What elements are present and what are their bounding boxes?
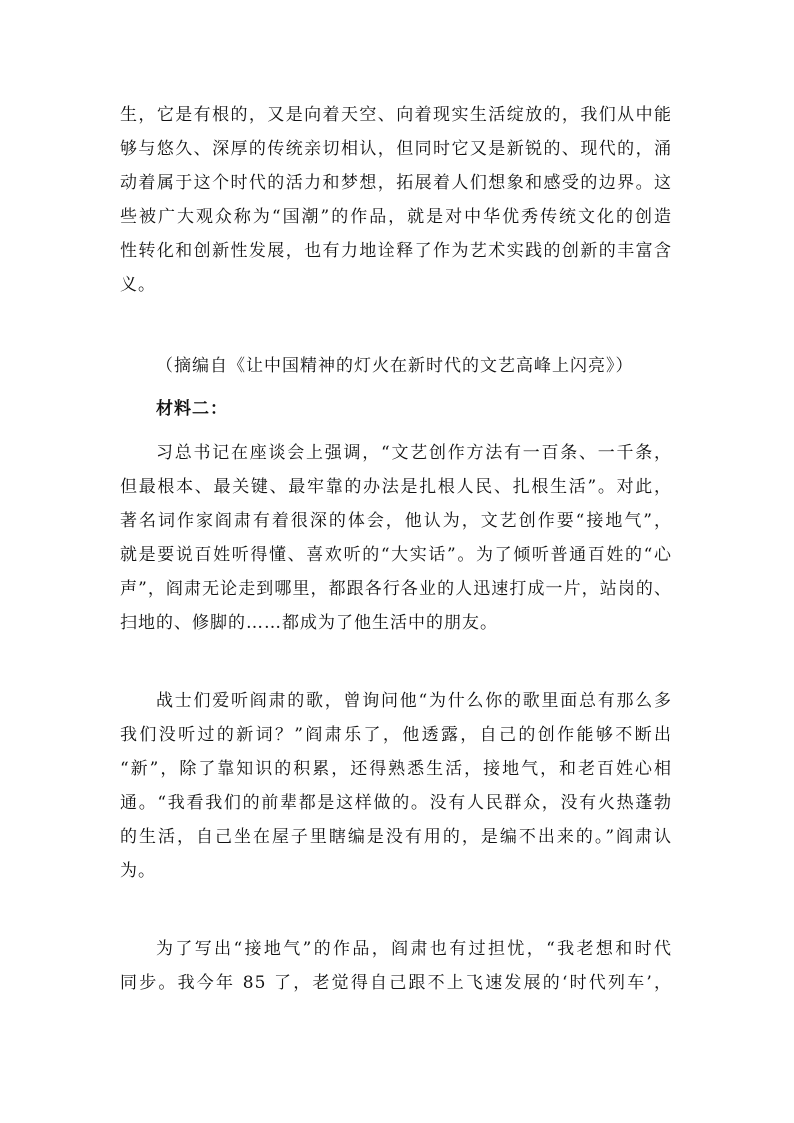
paragraph-line: 生，它是有根的，又是向着天空、向着现实生活绽放的，我们从中能 bbox=[120, 105, 672, 125]
section-heading-block bbox=[120, 392, 672, 426]
paragraph-line: 著名词作家阎肃有着很深的体会，他认为，文艺创作要“接地气”， bbox=[120, 511, 672, 531]
paragraph-1 bbox=[120, 98, 672, 302]
paragraph-line: 够与悠久、深厚的传统亲切相认，但同时它又是新锐的、现代的，涌 bbox=[120, 139, 672, 159]
paragraph-line: 的生活，自己坐在屋子里瞎编是没有用的，是编不出来的。”阎肃认 bbox=[120, 827, 672, 847]
paragraph-line: 为了写出“接地气”的作品，阎肃也有过担忧，“我老想和时代 bbox=[156, 939, 672, 959]
paragraph-line: 扫地的、修脚的……都成为了他生活中的朋友。 bbox=[120, 613, 498, 633]
paragraph-line: 习总书记在座谈会上强调，“文艺创作方法有一百条、一千条， bbox=[156, 443, 672, 463]
paragraph-3 bbox=[120, 684, 672, 888]
paragraph-line: 同步。我今年 85 了，老觉得自己跟不上飞速发展的‘时代列车’， bbox=[120, 973, 672, 993]
paragraph-4 bbox=[120, 932, 672, 1000]
paragraph-line: 但最根本、最关键、最牢靠的办法是扎根人民、扎根生活”。对此， bbox=[120, 477, 672, 497]
paragraph-line: 动着属于这个时代的活力和梦想，拓展着人们想象和感受的边界。这 bbox=[120, 173, 672, 193]
paragraph-line: 战士们爱听阎肃的歌，曾询问他“为什么你的歌里面总有那么多 bbox=[156, 691, 672, 711]
paragraph-line: 为。 bbox=[120, 861, 156, 881]
citation-block bbox=[120, 349, 672, 383]
citation: （摘编自《让中国精神的灯火在新时代的文艺高峰上闪亮》） bbox=[156, 356, 634, 376]
paragraph-line: 些被广大观众称为“国潮”的作品，就是对中华优秀传统文化的创造 bbox=[120, 207, 672, 227]
paragraph-line: 义。 bbox=[120, 275, 156, 295]
section-heading: 材料二： bbox=[156, 399, 228, 419]
paragraph-line: “新”，除了靠知识的积累，还得熟悉生活，接地气，和老百姓心相 bbox=[120, 759, 672, 779]
paragraph-line: 性转化和创新性发展，也有力地诠释了作为艺术实践的创新的丰富含 bbox=[120, 241, 672, 261]
paragraph-line: 我们没听过的新词？”阎肃乐了，他透露，自己的创作能够不断出 bbox=[120, 725, 672, 745]
paragraph-line: 通。“我看我们的前辈都是这样做的。没有人民群众，没有火热蓬勃 bbox=[120, 793, 672, 813]
paragraph-line: 声”，阎肃无论走到哪里，都跟各行各业的人迅速打成一片，站岗的、 bbox=[120, 579, 672, 599]
paragraph-2 bbox=[120, 436, 672, 640]
paragraph-line: 就是要说百姓听得懂、喜欢听的“大实话”。为了倾听普通百姓的“心 bbox=[120, 545, 672, 565]
